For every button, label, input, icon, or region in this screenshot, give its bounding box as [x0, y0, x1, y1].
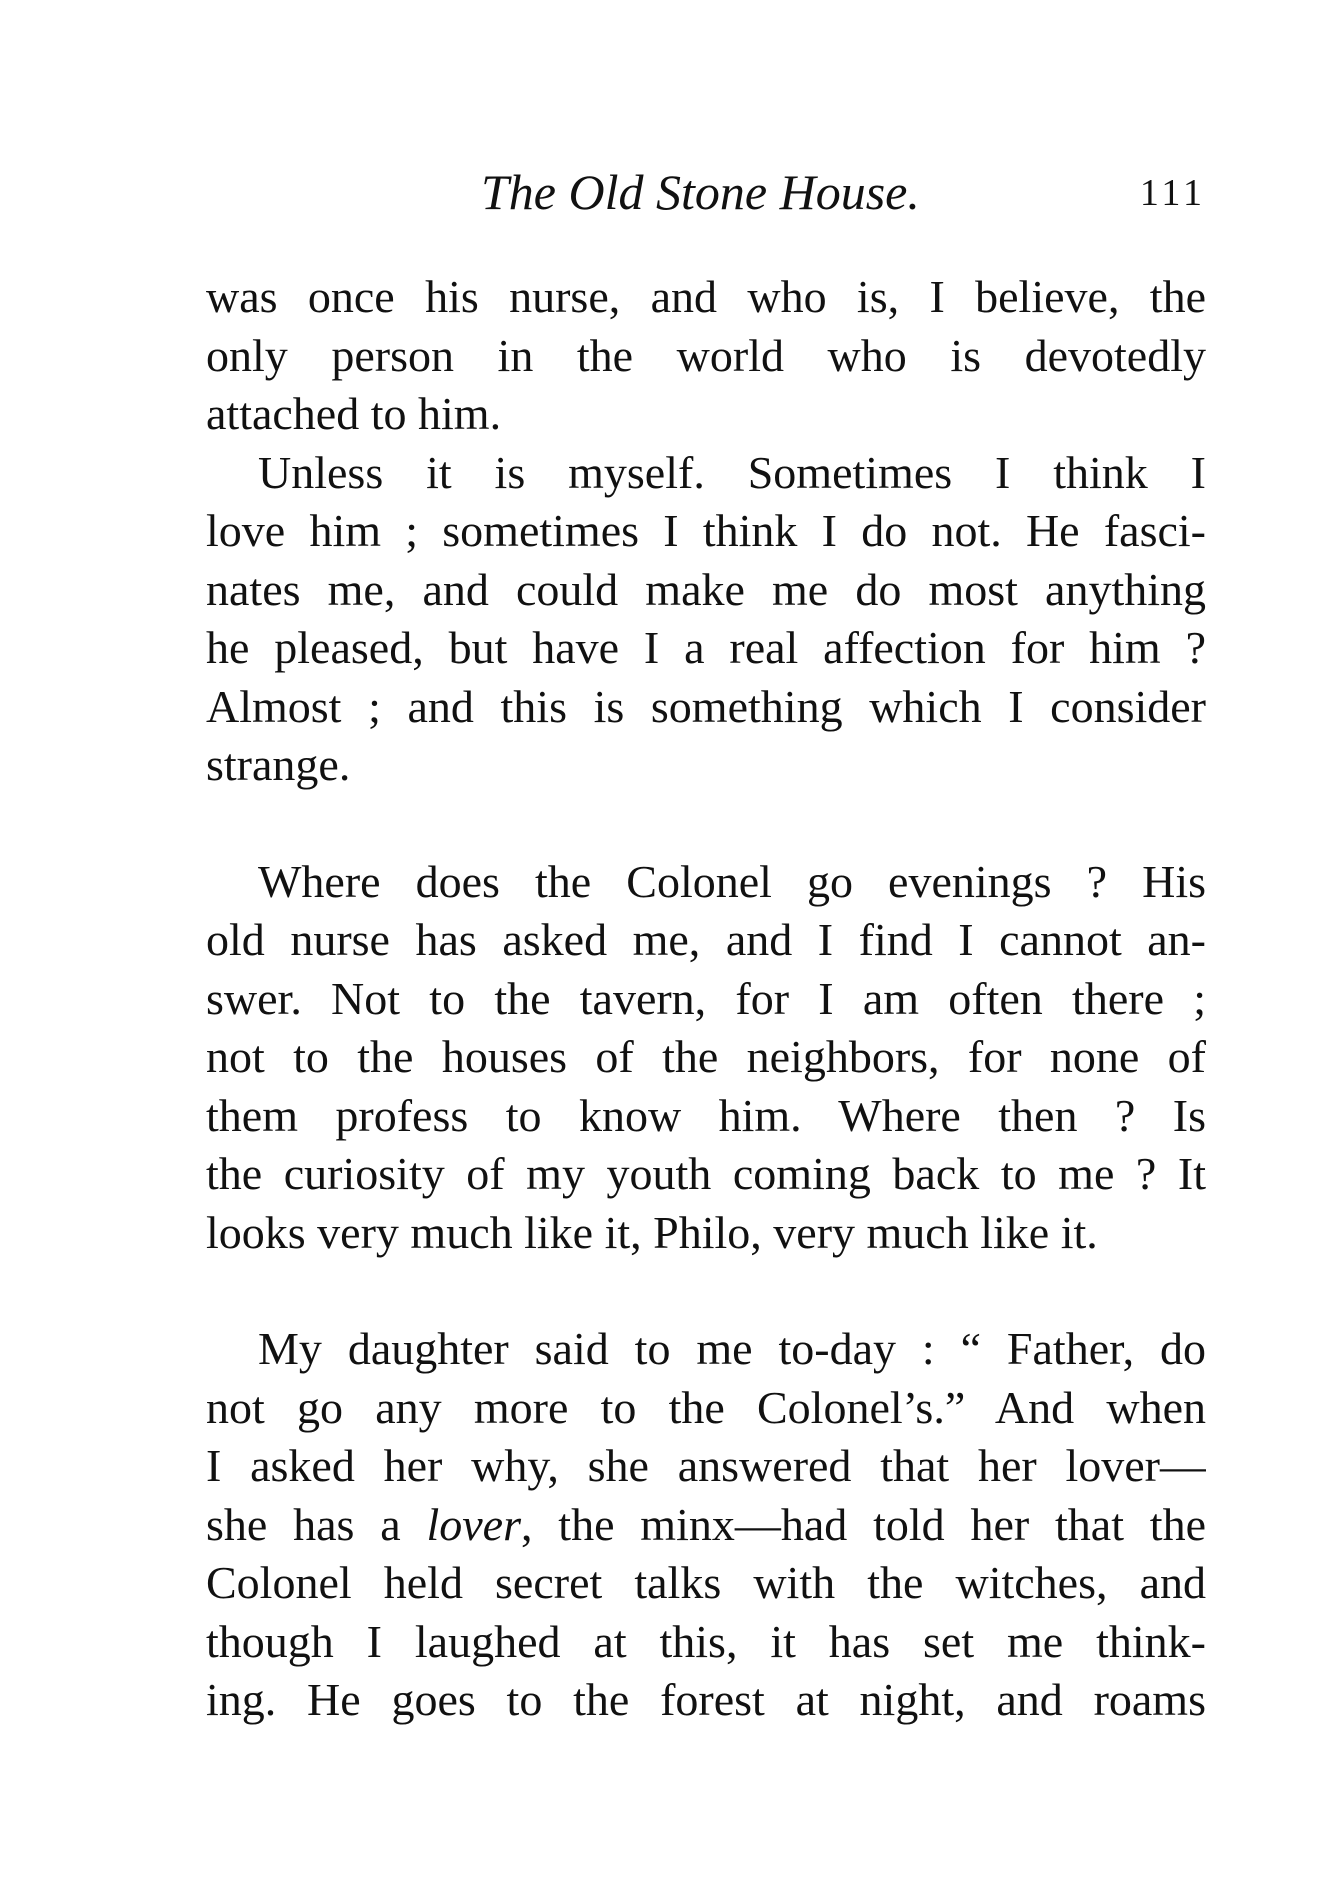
text-line: I asked her why, she answered that her lover— [206, 1440, 1206, 1491]
text-run: she has a [206, 1498, 427, 1550]
text-run: , the minx—had told her that the [521, 1498, 1206, 1550]
text-line: My daughter said to me to-day : “ Father, do [258, 1323, 1206, 1374]
text-line: Where does the Colonel go evenings ? His [258, 855, 1206, 907]
running-head [206, 162, 1206, 232]
section-break [206, 795, 1206, 853]
text-line: the curiosity of my youth coming back to me ? It [206, 1148, 1206, 1199]
text-line: strange. [206, 739, 351, 790]
running-title: The Old Stone House. [481, 164, 920, 220]
paragraph [206, 268, 1206, 444]
text-line [206, 1496, 1206, 1555]
paragraph [206, 1320, 1206, 1730]
text-line: attached to him. [206, 388, 502, 439]
text-line: though I laughed at this, it has set me think- [206, 1615, 1206, 1667]
text-line: Almost ; and this is something which I consider [206, 680, 1206, 732]
page-number: 111 [1139, 172, 1206, 214]
italic-word: lover [426, 1498, 521, 1550]
text-line: Colonel held secret talks with the witches, and [206, 1557, 1206, 1608]
body-text [206, 268, 1206, 1730]
section-break [206, 1262, 1206, 1320]
paragraph [206, 853, 1206, 1263]
text-line: nates me, and could make me do most anything [206, 563, 1206, 615]
text-line: them profess to know him. Where then ? Is [206, 1089, 1206, 1141]
text-line: ing. He goes to the forest at night, and roams [206, 1674, 1206, 1725]
text-line: looks very much like it, Philo, very much like it. [206, 1206, 1098, 1258]
paragraph [206, 444, 1206, 795]
text-line: love him ; sometimes I think I do not. He fasci- [206, 505, 1206, 556]
text-line: not to the houses of the neighbors, for none of [206, 1031, 1206, 1082]
text-line: only person in the world who is devotedly [206, 329, 1206, 381]
text-line: swer. Not to the tavern, for I am often there ; [206, 972, 1206, 1024]
text-line: old nurse has asked me, and I find I cannot an- [206, 914, 1206, 965]
text-line: was once his nurse, and who is, I believe, the [206, 271, 1206, 322]
text-line: Unless it is myself. Sometimes I think I [258, 446, 1206, 498]
text-line: not go any more to the Colonel’s.” And when [206, 1381, 1206, 1433]
text-line: he pleased, but have I a real affection for him ? [206, 622, 1206, 673]
